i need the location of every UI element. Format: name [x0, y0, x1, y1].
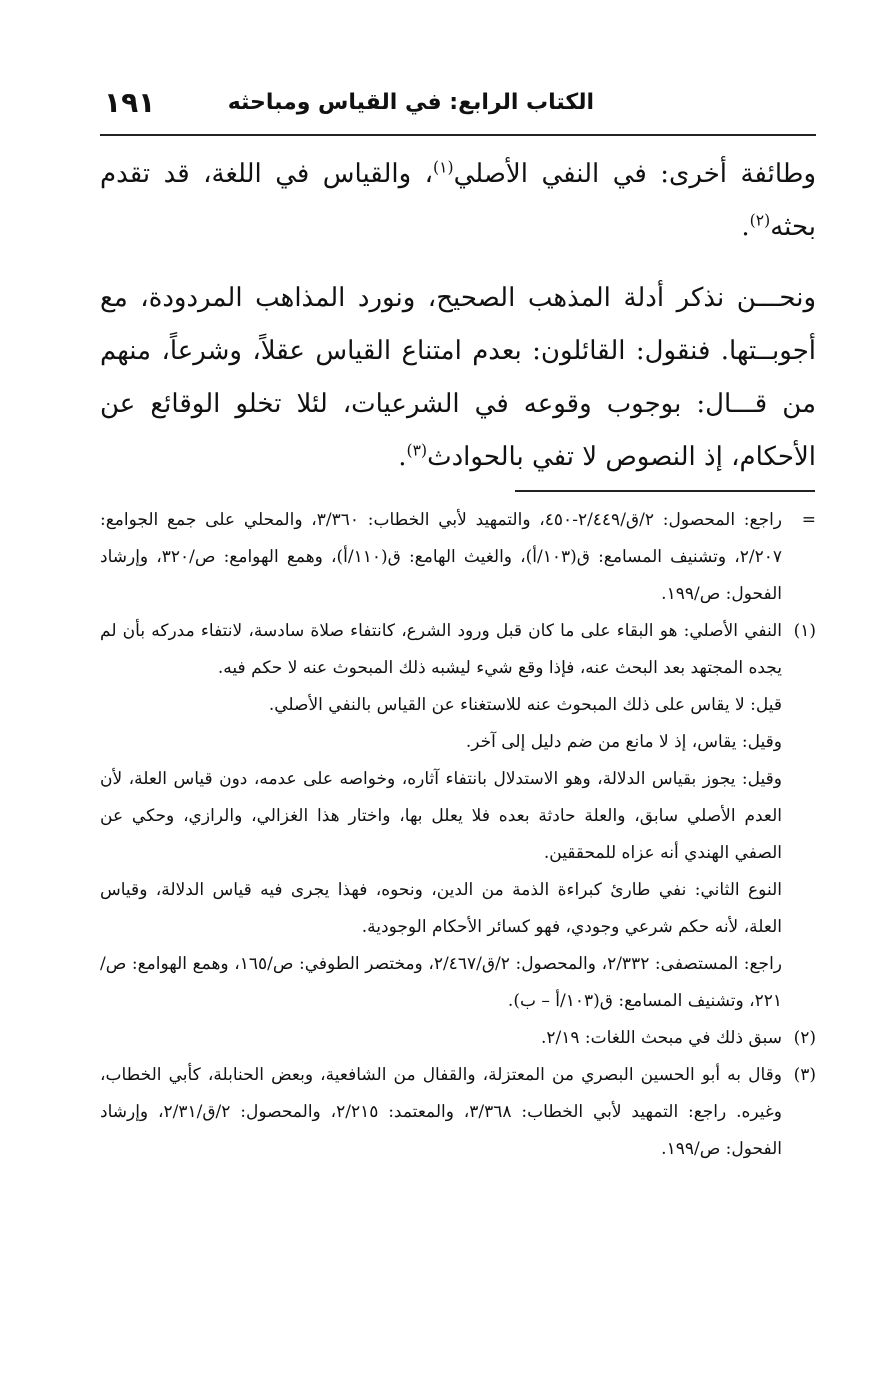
footnotes [100, 502, 816, 1168]
footnote-1-marker: (١) [793, 621, 816, 641]
page-header [100, 82, 816, 136]
footnote-separator [515, 490, 815, 492]
paragraph-1 [100, 148, 816, 254]
footnote-3-text: وقال به أبو الحسين البصري من المعتزلة، والقفال من الشافعية، وبعض الحنابلة، كأبي الخطاب، وغيره. راجع: التمهيد لأبي الخطاب: ٣/٣٦٨، والمعتمد: ٢/٢١٥، والمحصول: ٢/ق/٢/٣١، وإرشاد الفحول: ص/١٩٩. [100, 1065, 783, 1159]
footnote-1-line-e: راجع: المستصفى: ٢/٣٣٢، والمحصول: ٢/ق/٢/٤٦٧، ومختصر الطوفي: ص/١٦٥، وهمع الهوامع: ص/٢٢١، وتشنيف المسامع: ق(١٠٣/أ – ب). [100, 954, 782, 1011]
footnote-3 [100, 1057, 816, 1168]
paragraph-2-text: ونحـــن نذكر أدلة المذهب الصحيح، ونورد المذاهب المردودة، مع أجوبــتها. فنقول: القائلون: بعدم امتناع القياس عقلاً، وشرعاً، منهم من قـــال: بوجوب وقوعه في الشرعيات، لئلا تخلو الوقائع عن الأحكام، إذ النصوص لا تفي بالحوادث [100, 283, 816, 472]
footnote-2 [100, 1020, 816, 1057]
footnote-1-line-b: وقيل: يقاس، إذ لا مانع من ضم دليل إلى آخر. [465, 732, 782, 752]
continuation-text: راجع: المحصول: ٢/ق/٢/٤٤٩-٤٥٠، والتمهيد لأبي الخطاب: ٣/٣٦٠، والمحلي على جمع الجوامع: ٢/٢٠٧، وتشنيف المسامع: ق(١٠٣/أ)، والغيث الهامع: ق(١١٠/أ)، وهمع الهوامع: ص/٣٢٠، وإرشاد الفحول: ص/١٩٩. [100, 510, 783, 604]
paragraph-2 [100, 272, 816, 484]
footnote-1-text: النفي الأصلي: هو البقاء على ما كان قبل ورود الشرع، كانتفاء صلاة سادسة، لانتفاء مدركه بأن لم يجده المجتهد بعد البحث عنه، فإذا وقع شيء ليشبه ذلك المبحوث عنه لا حكم فيه. [100, 621, 782, 678]
footnote-2-text: سبق ذلك في مبحث اللغات: ٢/١٩. [540, 1028, 782, 1048]
footnote-1 [100, 613, 816, 687]
footnote-2-marker: (٢) [793, 1028, 816, 1048]
paragraph-1-text-b: ، والقياس في اللغة، قد تقدم بحثه [100, 159, 816, 242]
footnote-3-marker: (٣) [793, 1065, 816, 1085]
page-number: ١٩١ [104, 86, 156, 119]
paragraph-2-end: . [398, 442, 407, 472]
footnote-continuation [100, 502, 816, 613]
footnote-1-line-d: النوع الثاني: نفي طارئ كبراءة الذمة من الدين، ونحوه، فهذا يجرى فيه قياس الدلالة، وقياس العلة، لأنه حكم شرعي وجودي، فهو كسائر الأحكام الوجودية. [100, 880, 782, 937]
continuation-marker: = [801, 510, 816, 530]
main-text [100, 148, 816, 484]
footnote-ref-1: (١) [433, 158, 454, 177]
footnote-ref-3: (٣) [406, 441, 428, 460]
footnote-1-line-c: وقيل: يجوز بقياس الدلالة، وهو الاستدلال بانتفاء آثاره، وخواصه على عدمه، دون قياس العلة، لأن العدم الأصلي سابق، والعلة حادثة بعده فلا يعلل بها، واختار هذا الغزالي، والرازي، وحكي عن الصفي الهندي أنه عزاه للمحققين. [100, 769, 782, 863]
running-title: الكتاب الرابع: في القياس ومباحثه [227, 90, 594, 115]
paragraph-1-text-a: وطائفة أخرى: في النفي الأصلي [453, 159, 816, 189]
paragraph-1-end: . [741, 212, 750, 242]
footnote-ref-2: (٢) [749, 211, 771, 230]
footnote-1-line-a: قيل: لا يقاس على ذلك المبحوث عنه للاستغناء عن القياس بالنفي الأصلي. [268, 695, 782, 715]
